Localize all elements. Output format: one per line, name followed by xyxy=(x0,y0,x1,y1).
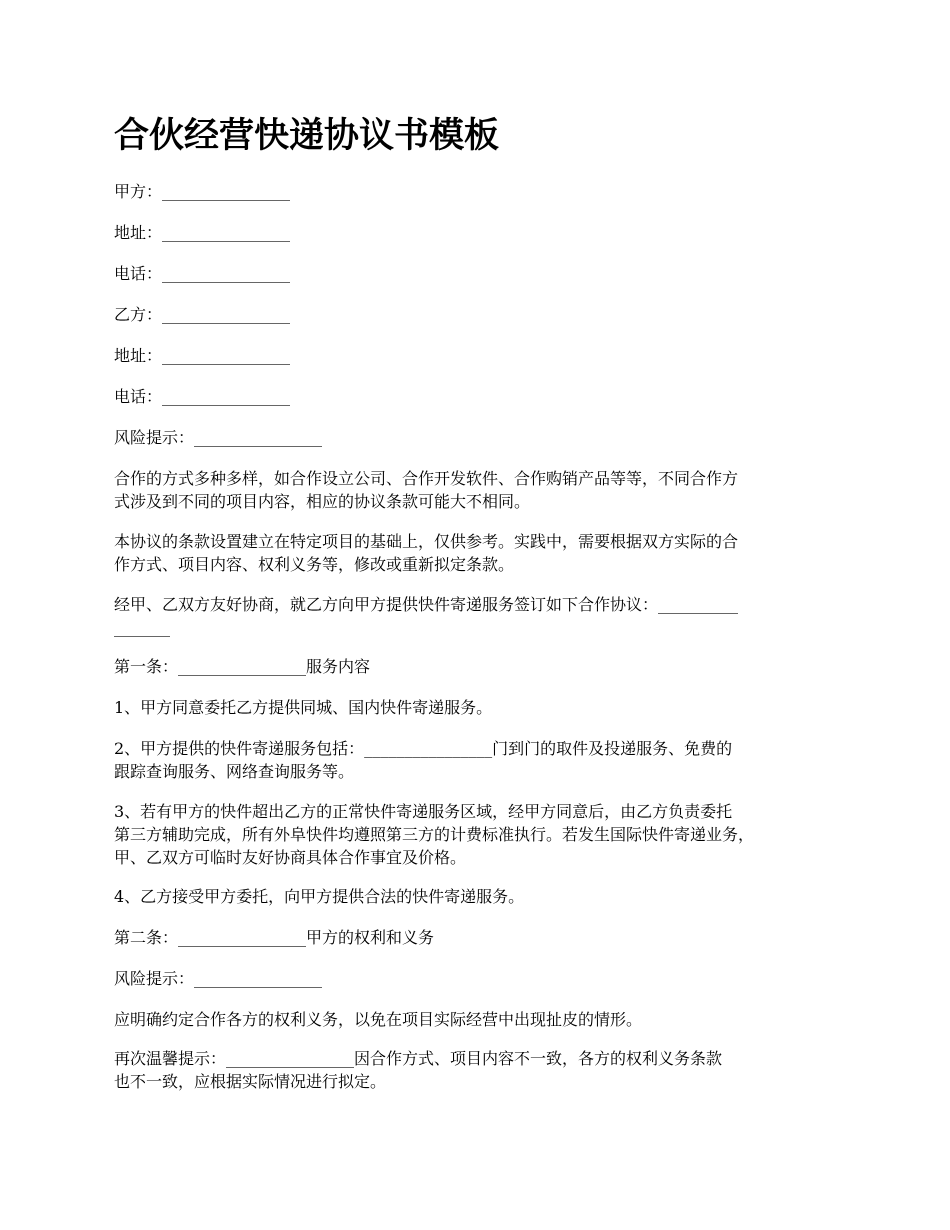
article-two-heading: 第二条：________________甲方的权利和义务 xyxy=(114,928,435,947)
risk-tip-field: 风险提示：________________ xyxy=(114,969,323,988)
paragraph-line: 再次温馨提示：________________因合作方式、项目内容不一致，各方的权利义务条款 xyxy=(114,1049,723,1068)
paragraph-line: 作方式、项目内容、权利义务等，修改或重新拟定条款。 xyxy=(114,555,515,574)
paragraph-line: 本协议的条款设置建立在特定项目的基础上，仅供参考。实践中，需要根据双方实际的合 xyxy=(114,532,739,551)
paragraph-line: 跟踪查询服务、网络查询服务等。 xyxy=(114,762,355,781)
paragraph-line: 也不一致，应根据实际情况进行拟定。 xyxy=(114,1072,387,1091)
paragraph-line: 3、若有甲方的快件超出乙方的正常快件寄递服务区域，经甲方同意后，由乙方负责委托 xyxy=(114,802,733,821)
rights-note: 应明确约定合作各方的权利义务，以免在项目实际经营中出现扯皮的情形。 xyxy=(114,1010,643,1029)
paragraph-line: 经甲、乙双方友好协商，就乙方向甲方提供快件寄递服务签订如下合作协议：__________ xyxy=(114,595,739,614)
paragraph-line: _______ xyxy=(114,618,170,637)
clause-one: 1、甲方同意委托乙方提供同城、国内快件寄递服务。 xyxy=(114,698,493,717)
paragraph-line: 式涉及到不同的项目内容，相应的协议条款可能大不相同。 xyxy=(114,492,531,511)
risk-tip-field: 风险提示：________________ xyxy=(114,428,323,447)
document-title: 合伙经营快递协议书模板 xyxy=(114,116,500,156)
party-a-field: 甲方：________________ xyxy=(114,182,291,201)
article-one-heading: 第一条：________________服务内容 xyxy=(114,657,371,676)
party-a-address-field: 地址：________________ xyxy=(114,223,291,242)
party-b-phone-field: 电话：________________ xyxy=(114,387,291,406)
paragraph-line: 第三方辅助完成，所有外阜快件均遵照第三方的计费标准执行。若发生国际快件寄递业务， xyxy=(114,825,755,844)
party-b-field: 乙方：________________ xyxy=(114,305,291,324)
paragraph-line: 合作的方式多种多样，如合作设立公司、合作开发软件、合作购销产品等等，不同合作方 xyxy=(114,469,739,488)
paragraph-line: 甲、乙双方可临时友好协商具体合作事宜及价格。 xyxy=(114,848,467,867)
party-a-phone-field: 电话：________________ xyxy=(114,264,291,283)
party-b-address-field: 地址：________________ xyxy=(114,346,291,365)
paragraph-line: 2、甲方提供的快件寄递服务包括：________________门到门的取件及投递服务、免费的 xyxy=(114,739,733,758)
clause-four: 4、乙方接受甲方委托，向甲方提供合法的快件寄递服务。 xyxy=(114,887,525,906)
